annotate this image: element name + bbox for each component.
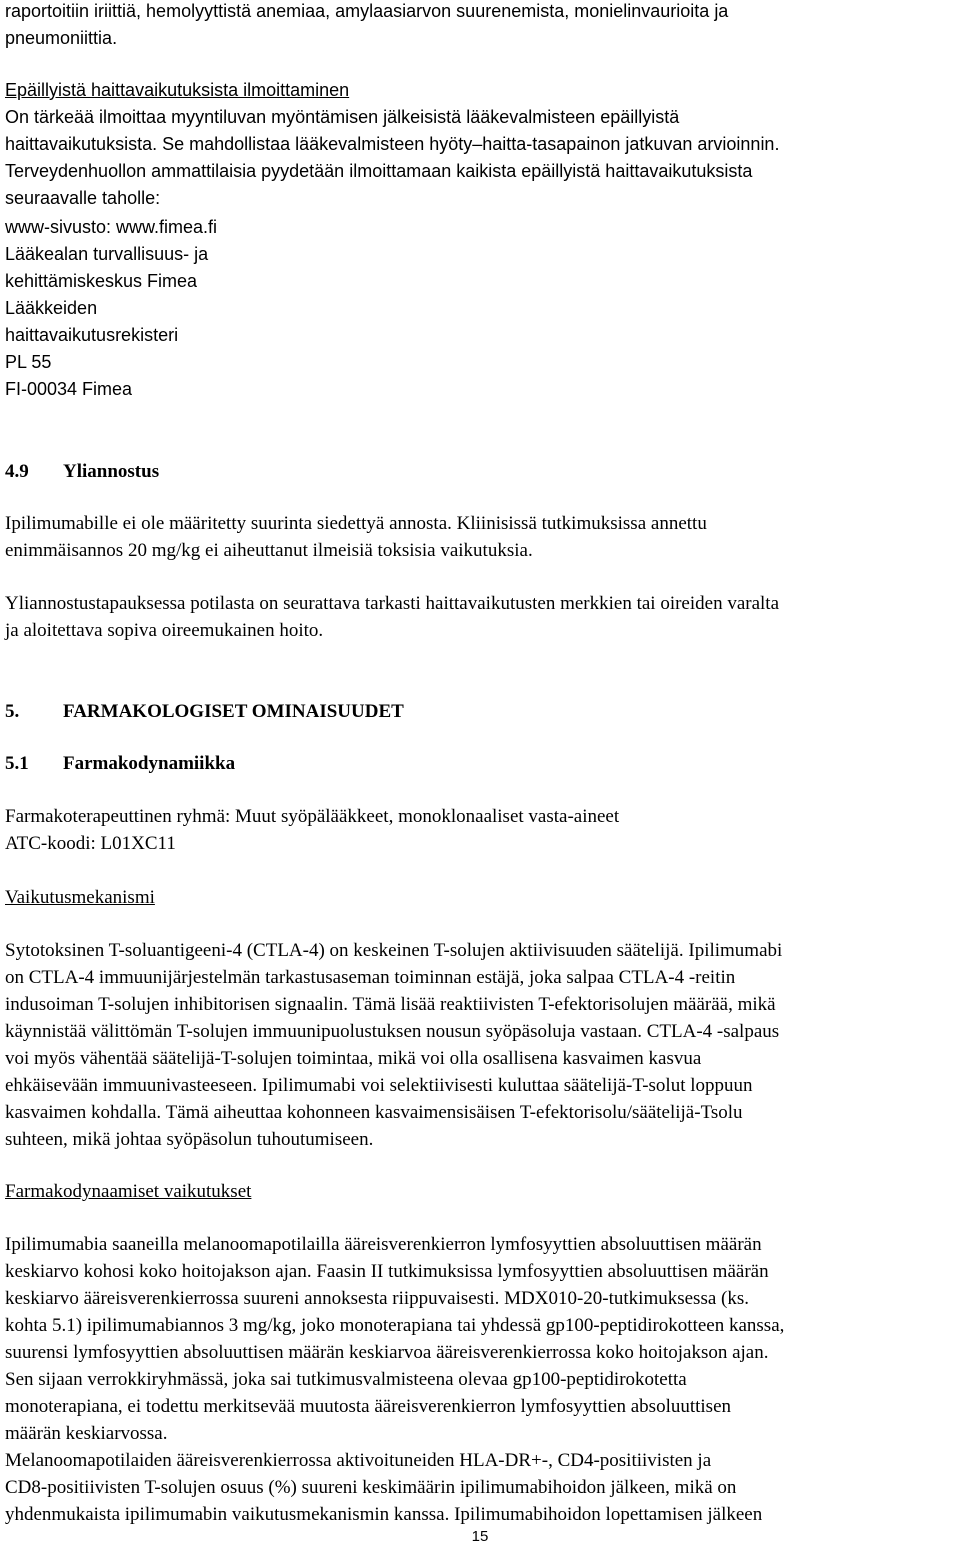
text-line: monoterapiana, ei todettu merkitsevää muutosta ääreisverenkierron lymfosyyttien absoluuttisen xyxy=(5,1396,732,1417)
reporting-title: Epäillyistä haittavaikutuksista ilmoittaminen xyxy=(5,80,350,100)
pd-paragraph xyxy=(5,1231,784,1528)
text-line: enimmäisannos 20 mg/kg ei aiheuttanut ilmeisiä toksisia vaikutuksia. xyxy=(5,540,533,561)
pd-heading xyxy=(5,1178,251,1205)
address-line: FI-00034 Fimea xyxy=(5,379,133,399)
pharmacotherapeutic-group xyxy=(5,803,619,857)
website-line[interactable]: www-sivusto: www.fimea.fi xyxy=(5,217,218,237)
text-line: ehkäisevään immuunivasteeseen. Ipilimumabi voi selektiivisesti kuluttaa säätelijä-T-solut loppuun xyxy=(5,1075,753,1096)
text-line: Yliannostustapauksessa potilasta on seurattava tarkasti haittavaikutusten merkkien tai oireiden varalta xyxy=(5,593,780,614)
text-line: Farmakoterapeuttinen ryhmä: Muut syöpälääkkeet, monoklonaaliset vasta-aineet xyxy=(5,806,620,827)
text-line: haittavaikutuksista. Se mahdollistaa lääkevalmisteen hyöty–haitta-tasapainon jatkuvan arvioinnin. xyxy=(5,134,780,154)
section-heading-5-1 xyxy=(5,750,235,777)
section-heading-5 xyxy=(5,698,404,725)
text-line: voi myös vähentää säätelijä-T-solujen toimintaa, mikä voi olla osallisena kasvaimen kasvua xyxy=(5,1048,702,1069)
text-line: ja aloitettava sopiva oireemukainen hoito. xyxy=(5,620,324,641)
text-line: Ipilimumabia saaneilla melanoomapotilailla ääreisverenkierron lymfosyyttien absoluuttisen määrän xyxy=(5,1234,762,1255)
overdose-para-2 xyxy=(5,590,779,644)
text-line: CD8-positiivisten T-solujen osuus (%) suureni keskimäärin ipilimumabihoidon jälkeen, mikä on xyxy=(5,1477,737,1498)
reporting-address xyxy=(5,214,217,403)
text-line: käynnistää välittömän T-solujen immuunipuolustuksen nousun syöpäsoluja vastaan. CTLA-4 -salpaus xyxy=(5,1021,780,1042)
text-line: suhteen, mikä johtaa syöpäsolun tuhoutumiseen. xyxy=(5,1129,374,1150)
text-line: Ipilimumabille ei ole määritetty suurinta siedettyä annosta. Kliinisissä tutkimuksissa annettu xyxy=(5,513,707,534)
mechanism-heading xyxy=(5,884,155,911)
section-number: 4.9 xyxy=(5,461,29,482)
text-line: raportoitiin iriittiä, hemolyyttistä anemiaa, amylaasiarvon suurenemista, monielinvaurioita ja xyxy=(5,1,729,21)
text-line: keskiarvo kohosi koko hoitojakson ajan. Faasin II tutkimuksissa lymfosyyttien absoluuttisen määrän xyxy=(5,1261,769,1282)
mechanism-paragraph xyxy=(5,937,782,1153)
text-line: määrän keskiarvossa. xyxy=(5,1423,168,1444)
text-line: Sen sijaan verrokkiryhmässä, joka sai tutkimusvalmisteena olevaa gp100-peptidirokotetta xyxy=(5,1369,687,1390)
subheading: Vaikutusmekanismi xyxy=(5,887,155,908)
text-line: seuraavalle taholle: xyxy=(5,188,161,208)
page-number: 15 xyxy=(471,1528,489,1545)
text-line: Sytotoksinen T-soluantigeeni-4 (CTLA-4) on keskeinen T-solujen aktiivisuuden säätelijä. Ipilimumabi xyxy=(5,940,783,961)
text-line: On tärkeää ilmoittaa myyntiluvan myöntämisen jälkeisistä lääkevalmisteen epäillyistä xyxy=(5,107,680,127)
section-title: Yliannostus xyxy=(63,461,160,482)
section-number: 5. xyxy=(5,701,20,722)
text-line: ATC-koodi: L01XC11 xyxy=(5,833,176,854)
section-title: Farmakodynamiikka xyxy=(63,753,236,774)
section-number: 5.1 xyxy=(5,753,29,774)
top-fragment xyxy=(5,0,728,52)
text-line: pneumoniittia. xyxy=(5,28,118,48)
section-title: FARMAKOLOGISET OMINAISUUDET xyxy=(63,701,404,722)
address-line: Lääkkeiden xyxy=(5,298,98,318)
text-line: keskiarvo ääreisverenkierrossa suureni annoksesta riippuvaisesti. MDX010-20-tutkimuksessa (ks. xyxy=(5,1288,749,1309)
section-heading-4-9 xyxy=(5,458,159,485)
reporting-section xyxy=(5,77,779,212)
address-line: kehittämiskeskus Fimea xyxy=(5,271,198,291)
text-line: suurensi lymfosyyttien absoluuttisen määrän keskiarvoa ääreisverenkierrossa koko hoitojakson ajan. xyxy=(5,1342,769,1363)
overdose-para-1 xyxy=(5,510,707,564)
address-line: Lääkealan turvallisuus- ja xyxy=(5,244,209,264)
text-line: Terveydenhuollon ammattilaisia pyydetään ilmoittamaan kaikista epäillyistä haittavaikutuksista xyxy=(5,161,753,181)
address-line: PL 55 xyxy=(5,352,52,372)
text-line: yhdenmukaista ipilimumabin vaikutusmekanismin kanssa. Ipilimumabihoidon lopettamisen jälkeen xyxy=(5,1504,763,1525)
text-line: Melanoomapotilaiden ääreisverenkierrossa aktivoituneiden HLA-DR+-, CD4-positiivisten ja xyxy=(5,1450,712,1471)
address-line: haittavaikutusrekisteri xyxy=(5,325,179,345)
subheading: Farmakodynaamiset vaikutukset xyxy=(5,1181,252,1202)
text-line: on CTLA-4 immuunijärjestelmän tarkastusaseman toiminnan estäjä, joka salpaa CTLA-4 -reitin xyxy=(5,967,736,988)
text-line: kasvaimen kohdalla. Tämä aiheuttaa kohonneen kasvaimensisäisen T-efektorisolu/säätelijä-Tsolu xyxy=(5,1102,743,1123)
text-line: kohta 5.1) ipilimumabiannos 3 mg/kg, joko monoterapiana tai yhdessä gp100-peptidirokotteen kanssa, xyxy=(5,1315,785,1336)
text-line: indusoiman T-solujen inhibitorisen signaalin. Tämä lisää reaktiivisten T-efektorisolujen määrää, mikä xyxy=(5,994,776,1015)
